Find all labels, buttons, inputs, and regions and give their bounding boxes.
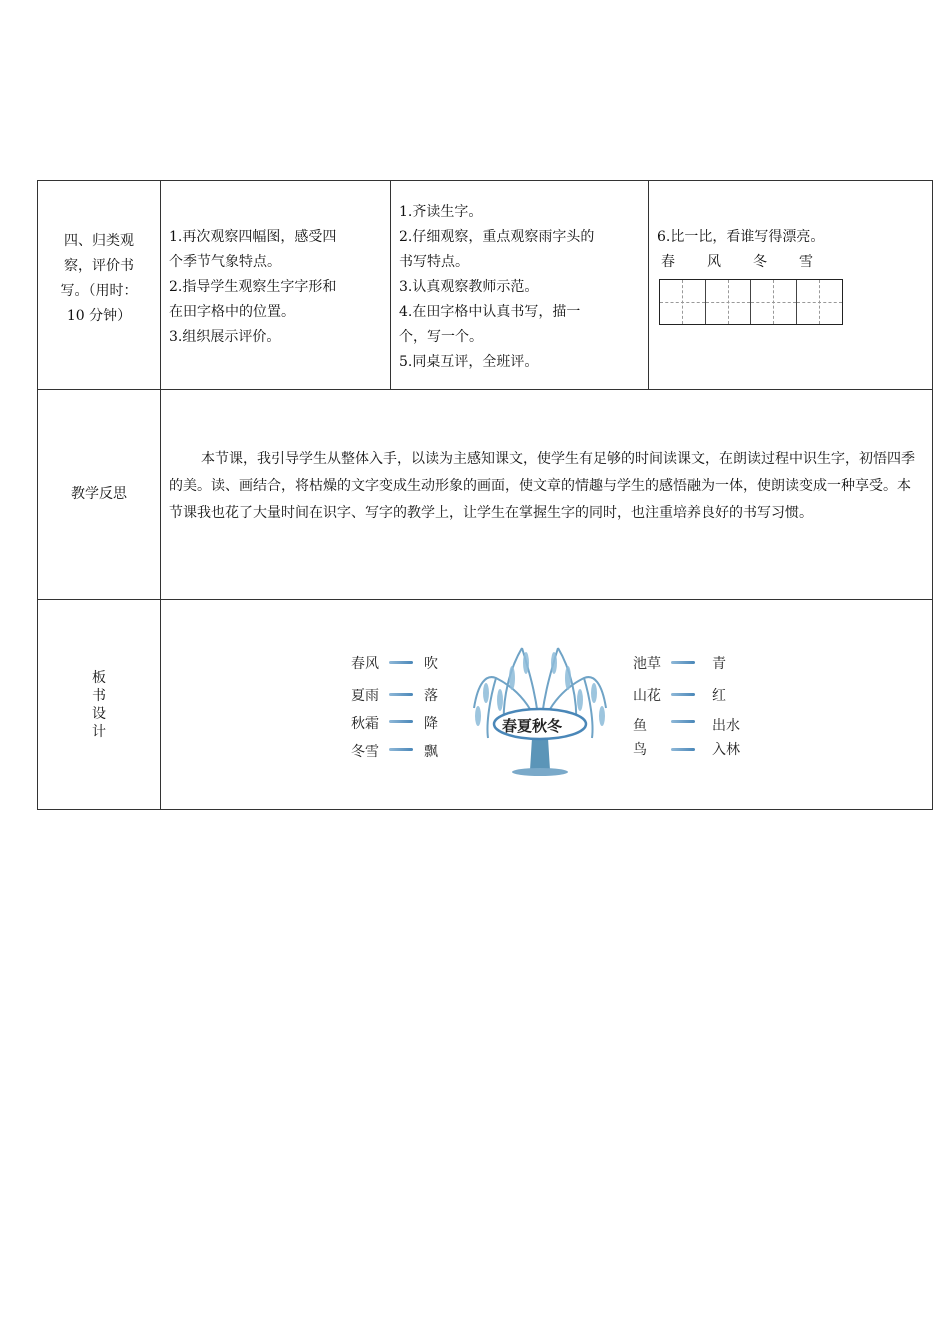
board-verb-word: 飘 — [424, 744, 438, 760]
reflection-row — [38, 390, 933, 600]
grid-char: 冬 — [753, 254, 767, 270]
reflection-text-cell — [161, 390, 933, 600]
stage-title-cell — [38, 181, 161, 390]
board-dash — [389, 661, 413, 664]
grid-character-labels — [655, 250, 932, 275]
board-nature-word: 鸟 — [633, 742, 647, 758]
teacher-step: 2.指导学生观察生字字形和 — [169, 279, 337, 295]
grid-char: 春 — [661, 254, 675, 270]
student-step: 个，写一个。 — [399, 329, 483, 345]
board-state-word: 青 — [712, 656, 726, 672]
board-dash — [671, 720, 695, 723]
board-season-word: 冬雪 — [351, 744, 379, 760]
tian-grid-cell — [797, 280, 842, 324]
stage-title-line: 四、归类观 — [64, 233, 134, 249]
grid-char: 雪 — [799, 254, 813, 270]
stage-title-line: 写。（用时： — [60, 283, 138, 299]
willow-tree-icon — [466, 638, 614, 778]
reflection-label: 教学反思 — [71, 486, 127, 502]
grid-char: 风 — [707, 254, 721, 270]
stage-title-line: 察，评价书 — [64, 258, 134, 274]
writing-task-text: 6.比一比，看谁写得漂亮。 — [657, 229, 825, 245]
teacher-step: 在田字格中的位置。 — [169, 304, 295, 320]
board-dash — [389, 748, 413, 751]
reflection-text: 本节课，我引导学生从整体入手，以读为主感知课文，使学生有足够的时间读课文，在朗读过程中识生字，初悟四季的美。读、画结合，将枯燥的文字变成生动形象的画面，使文章的情趣与学生的感悟融为一体，使朗读变成一种享受。本节课我也花了大量时间在识字、写字的教学上，让学生在掌握生字的同时，也注重培养良好的书写习惯。 — [169, 451, 915, 521]
writing-task-cell — [649, 181, 933, 390]
tian-grid-cell — [660, 280, 706, 324]
board-verb-word: 吹 — [424, 656, 438, 672]
student-activity-cell — [391, 181, 649, 390]
board-label-char: 书 — [92, 687, 106, 704]
reflection-label-cell — [38, 390, 161, 600]
teacher-activity-cell — [161, 181, 391, 390]
tian-grid-cell — [706, 280, 752, 324]
board-state-word: 红 — [712, 688, 726, 704]
tian-grid-cell — [751, 280, 797, 324]
board-dash — [389, 693, 413, 696]
board-season-word: 夏雨 — [351, 688, 379, 704]
board-dash — [671, 748, 695, 751]
board-label-char: 计 — [92, 723, 106, 740]
board-season-word: 春风 — [351, 656, 379, 672]
lesson-plan-table — [37, 180, 933, 810]
board-design-row — [38, 600, 933, 810]
teacher-step: 个季节气象特点。 — [169, 254, 281, 270]
board-state-word: 入林 — [712, 742, 740, 758]
student-step: 2.仔细观察，重点观察雨字头的 — [399, 229, 595, 245]
stage-four-row — [38, 181, 933, 390]
board-verb-word: 落 — [424, 688, 438, 704]
tian-grid — [659, 279, 843, 325]
teacher-step: 1.再次观察四幅图，感受四 — [169, 229, 337, 245]
board-state-word: 出水 — [712, 718, 740, 734]
student-step: 4.在田字格中认真书写，描一 — [399, 304, 581, 320]
stage-title-line: 10 分钟） — [66, 308, 132, 324]
student-step: 1.齐读生字。 — [399, 204, 483, 220]
board-season-word: 秋霜 — [351, 716, 379, 732]
board-label-char: 设 — [92, 705, 106, 722]
student-step: 5.同桌互评，全班评。 — [399, 354, 539, 370]
board-label-cell — [38, 600, 161, 810]
tree-label: 春夏秋冬 — [502, 717, 563, 735]
board-design-cell — [161, 600, 933, 810]
board-dash — [671, 661, 695, 664]
board-label-char: 板 — [92, 669, 106, 686]
board-nature-word: 山花 — [633, 688, 661, 704]
board-dash — [389, 720, 413, 723]
board-nature-word: 鱼 — [633, 718, 647, 734]
student-step: 书写特点。 — [399, 254, 469, 270]
student-step: 3.认真观察教师示范。 — [399, 279, 539, 295]
board-design — [161, 600, 932, 809]
board-dash — [671, 693, 695, 696]
board-verb-word: 降 — [424, 716, 438, 732]
board-nature-word: 池草 — [633, 656, 661, 672]
teacher-step: 3.组织展示评价。 — [169, 329, 281, 345]
